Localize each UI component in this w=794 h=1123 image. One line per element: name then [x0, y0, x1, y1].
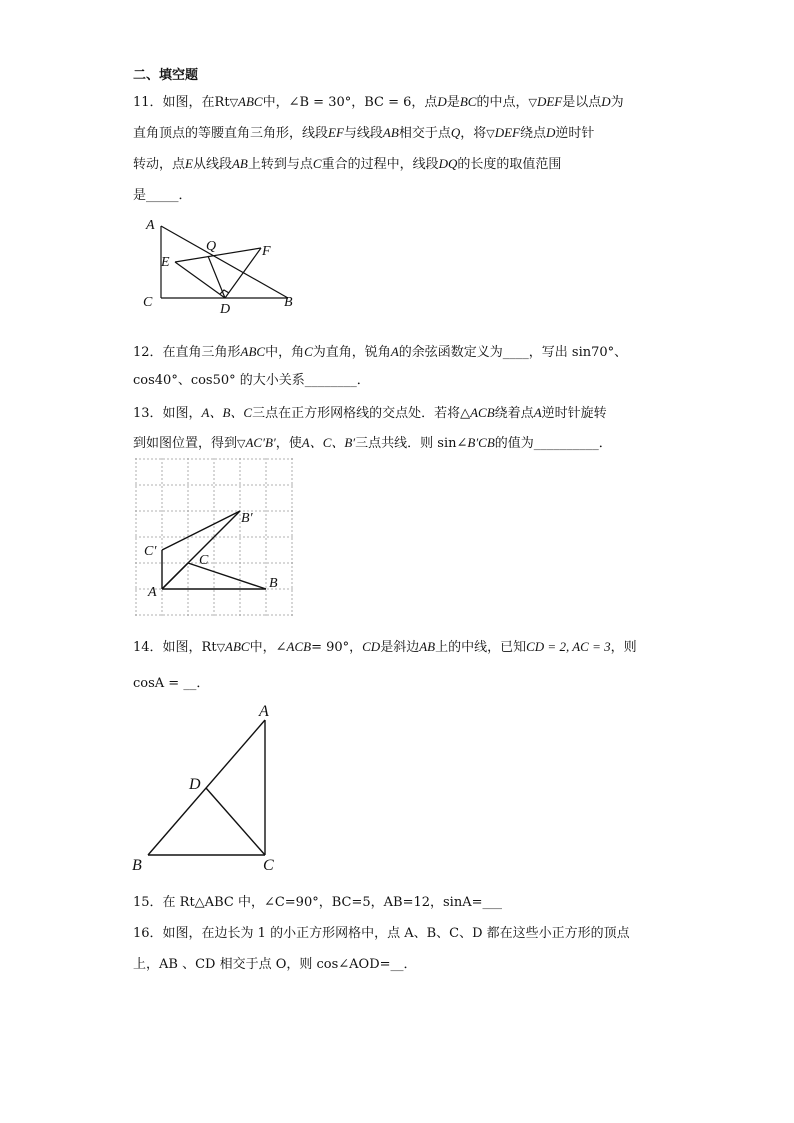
- label-C-prime: C′: [144, 544, 157, 559]
- section-title: 二、填空题: [133, 68, 199, 83]
- segment-DF: [225, 248, 261, 298]
- q15-line: 15．在 Rt△ABC 中，∠C=90°，BC=5，AB=12，sinA=___: [133, 895, 502, 910]
- q13-line-2: 到如图位置，得到▽AC′B′，使A、C、B′三点共线．则 sin∠B′CB的值为__________．: [133, 435, 612, 451]
- q11-line-1: 11．如图，在Rt▽ABC中，∠B = 30°，BC = 6，点D是BC的中点，▽DEF是以点D为: [133, 94, 624, 110]
- q11-line-4: 是_____．: [133, 188, 192, 203]
- label-B: B: [284, 295, 293, 310]
- label-F: F: [262, 244, 271, 259]
- segment-AB: [161, 226, 288, 298]
- q16-line-2: 上，AB 、CD 相交于点 O，则 cos∠AOD=__．: [133, 957, 417, 972]
- q16-line-1: 16．如图，在边长为 1 的小正方形网格中，点 A、B、C、D 都在这些小正方形的顶点: [133, 926, 630, 941]
- label-B-prime: B′: [241, 511, 253, 526]
- segment-Cprime-Bprime: [162, 511, 240, 550]
- label-A: A: [146, 218, 155, 233]
- segment-EF: [175, 248, 261, 262]
- label-B: B: [132, 857, 142, 874]
- q11-line-3: 转动，点E从线段AB上转到与点C重合的过程中，线段DQ的长度的取值范围: [133, 156, 562, 172]
- label-A: A: [259, 703, 269, 720]
- grid: [135, 458, 295, 616]
- label-A: A: [148, 585, 157, 600]
- label-Q: Q: [206, 239, 217, 254]
- q14-line-2: cosA = __．: [133, 676, 210, 691]
- q13-figure: [135, 458, 297, 618]
- q13-line-1: 13．如图，A、B、C三点在正方形网格线的交点处．若将△ACB绕着点A逆时针旋转: [133, 405, 607, 421]
- q12-line-1: 12．在直角三角形ABC中，角C为直角，锐角A的余弦函数定义为____，写出 sin70°、: [133, 344, 628, 360]
- label-D: D: [220, 302, 231, 316]
- label-C: C: [143, 295, 153, 310]
- segment-CD: [206, 788, 265, 855]
- q12-line-2: cos40°、cos50° 的大小关系________．: [133, 373, 370, 388]
- label-E: E: [161, 255, 170, 270]
- label-B: B: [269, 576, 278, 591]
- q14-line-1: 14．如图，Rt▽ABC中，∠ACB= 90°，CD是斜边AB上的中线，已知CD = 2, AC = 3，则: [133, 639, 637, 655]
- q14-figure: [128, 700, 280, 876]
- q11-figure: [140, 212, 300, 316]
- label-C: C: [263, 857, 274, 874]
- q11-line-2: 直角顶点的等腰直角三角形，线段EF与线段AB相交于点Q，将▽DEF绕点D逆时针: [133, 125, 595, 141]
- segment-A-Bprime: [162, 511, 240, 589]
- label-D: D: [189, 776, 201, 793]
- label-C: C: [199, 553, 209, 568]
